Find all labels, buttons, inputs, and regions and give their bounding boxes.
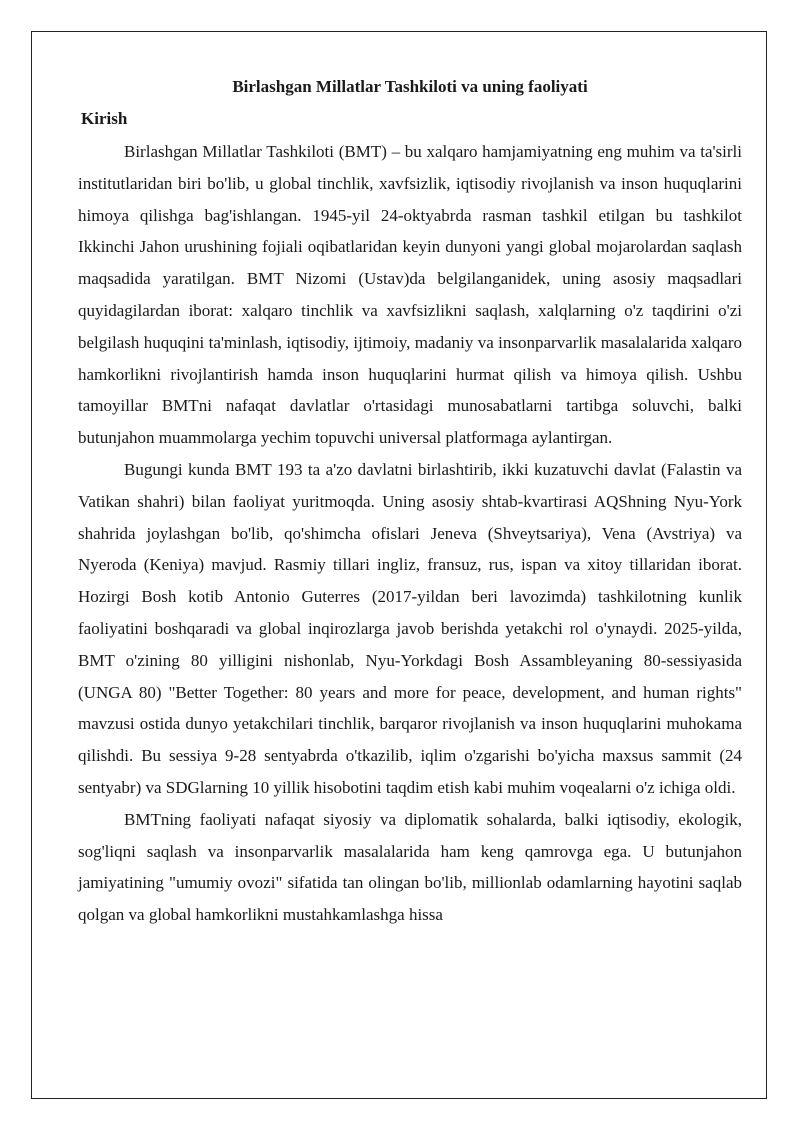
section-heading: Kirish: [81, 109, 128, 128]
paragraph-2: Bugungi kunda BMT 193 ta a'zo davlatni birlashtirib, ikki kuzatuvchi davlat (Falastin va Vatikan shahri) bilan faoliyat yuritmoqda. Uning asosiy shtab-kvartirasi AQShning Nyu-York shahrida joylashgan bo'lib, qo'shimcha ofislari Jeneva (Shveytsariya), Vena (Avstriya) va Nyeroda (Keniya) mavjud. Rasmiy tillari ingliz, fransuz, rus, ispan va xitoy tillaridan iborat. Hozirgi Bosh kotib Antonio Guterres (2017-yildan beri lavozimda) tashkilotning kunlik faoliyatini boshqaradi va global inqirozlarga javob berishda yetakchi rol o'ynaydi. 2025-yilda, BMT o'zining 80 yilligini nishonlab, Nyu-Yorkdagi Bosh Assambleyaning 80-sessiyasida (UNGA 80) "Better Together: 80 years and more for peace, development, and human rights" mavzusi ostida dunyo yetakchilari tinchlik, barqaror rivojlanish va inson huquqlarini muhokama qilishdi. Bu sessiya 9-28 sentyabrda o'tkazilib, iqlim o'zgarishi bo'yicha maxsus sammit (24 sentyabr) va SDGlarning 10 yillik hisobotini taqdim etish kabi muhim voqealarni o'z ichiga oldi.: [78, 459, 742, 797]
paragraph-1: Birlashgan Millatlar Tashkiloti (BMT) – bu xalqaro hamjamiyatning eng muhim va ta'sirli institutlaridan biri bo'lib, u global tinchlik, xavfsizlik, iqtisodiy rivojlanish va inson huquqlarini himoya qilishga bag'ishlangan. 1945-yil 24-oktyabrda rasman tashkil etilgan bu tashkilot Ikkinchi Jahon urushining fojiali oqibatlaridan keyin dunyoni yangi global mojarolardan saqlash maqsadida yaratilgan. BMT Nizomi (Ustav)da belgilanganidek, uning asosiy maqsadlari quyidagilardan iborat: xalqaro tinchlik va xavfsizlikni saqlash, xalqlarning o'z taqdirini o'zi belgilash huquqini ta'minlash, iqtisodiy, ijtimoiy, madaniy va insonparvarlik masalalarida xalqaro hamkorlikni rivojlantirish hamda inson huquqlarini hurmat qilish va himoya qilish. Ushbu tamoyillar BMTni nafaqat davlatlar o'rtasidagi munosabatlarni tartibga soluvchi, balki butunjahon muammolarga yechim topuvchi universal platformaga aylantirgan.: [78, 142, 742, 448]
document-body: [78, 72, 742, 931]
paragraph-3: BMTning faoliyati nafaqat siyosiy va diplomatik sohalarda, balki iqtisodiy, ekologik, sog'liqni saqlash va insonparvarlik masalalarida ham keng qamrovga ega. U butunjahon jamiyatining "umumiy ovozi" sifatida tan olingan bo'lib, millionlab odamlarning hayotini saqlab qolgan va global hamkorlikni mustahkamlashga hissa: [78, 809, 742, 925]
document-title: Birlashgan Millatlar Tashkiloti va uning faoliyati: [232, 77, 588, 96]
